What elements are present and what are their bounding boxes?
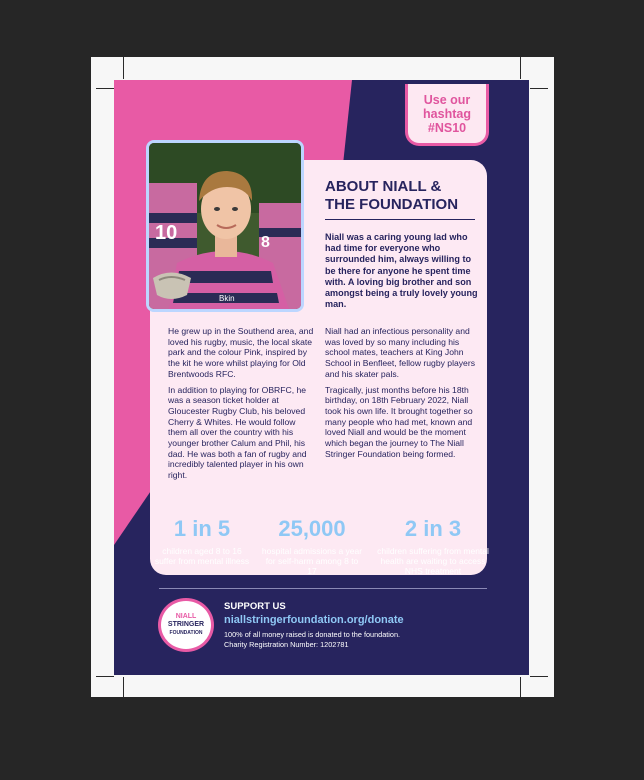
stat-number: 1 in 5 [173, 516, 231, 541]
shirt-number-2: 8 [261, 234, 270, 251]
stat-item [260, 517, 364, 576]
donate-link[interactable]: niallstringerfoundation.org/donate [224, 614, 404, 626]
footer-divider [159, 588, 487, 589]
support-heading: SUPPORT US [224, 601, 286, 612]
rugby-photo-illustration [149, 143, 301, 309]
hashtag-badge [405, 84, 489, 146]
crop-mark [520, 57, 521, 79]
crop-mark [530, 88, 548, 89]
stats-row [114, 517, 529, 587]
right-column [325, 326, 481, 464]
stat-label: children suffering from mental health are waiting to access NHS treatment [377, 546, 489, 576]
foundation-poster [114, 80, 529, 675]
crop-mark [96, 676, 114, 677]
stat-number: 25,000 [278, 516, 346, 541]
stat-item [154, 517, 250, 566]
crop-mark [91, 57, 93, 79]
hashtag-line-1: Use our [423, 93, 471, 107]
intro-paragraph: Niall was a caring young lad who had time for everyone who surrounded him, always willing to be there for anyone he spent time with. A loving big brother and son amongst being a truly lovely young man. [325, 232, 478, 310]
stat-item [374, 517, 492, 576]
stat-number: 2 in 3 [404, 516, 462, 541]
foundation-logo: NIALL STRINGER FOUNDATION [158, 598, 214, 652]
niall-photo [146, 140, 304, 312]
footer-notes [224, 630, 400, 650]
stat-label: children aged 8 to 16 suffer from mental illness [154, 546, 250, 566]
crop-mark [96, 88, 114, 89]
donation-note: 100% of all money raised is donated to the foundation. [224, 630, 401, 639]
stat-label: hospital admissions a year for self-harm among 8 to 17 [261, 546, 363, 576]
hashtag-line-2: hashtag [423, 107, 471, 121]
crop-mark [123, 677, 124, 697]
about-heading: ABOUT NIALL & THE FOUNDATION [325, 178, 459, 213]
charity-number: Charity Registration Number: 1202781 [224, 640, 349, 649]
right-paragraph: Niall had an infectious personality and was loved by so many including his school mates, teachers at King John School in Benfleet, fellow rugby players and his skater pals. [325, 326, 475, 379]
heading-divider [325, 219, 475, 220]
crop-mark [530, 676, 548, 677]
crop-mark [123, 57, 124, 79]
left-column [168, 326, 314, 486]
shirt-number: 10 [155, 222, 178, 244]
hashtag-line-3: #NS10 [427, 121, 467, 135]
left-paragraph: He grew up in the Southend area, and loved his rugby, music, the local skate park and the colour Pink, inspired by the kit he wore whilst playing for Old Brentwoods RFC. [168, 326, 314, 379]
crop-mark [520, 677, 521, 697]
left-paragraph: In addition to playing for OBRFC, he was a season ticket holder at Gloucester Rugby Club, his beloved Cherry & Whites. He would follow them all over the country with his younger brother Calum and Phil, his dad. He was both a fan of rugby and incredibly talented player in his own right. [168, 384, 307, 481]
shirt-sponsor: Bkin [219, 294, 235, 303]
right-paragraph: Tragically, just months before his 18th birthday, on 18th February 2022, Niall took his own life. It brought together so many people who had met, known and loved Niall and would be the moment which began the journey to The Niall Stringer Foundation being formed. [325, 384, 473, 459]
